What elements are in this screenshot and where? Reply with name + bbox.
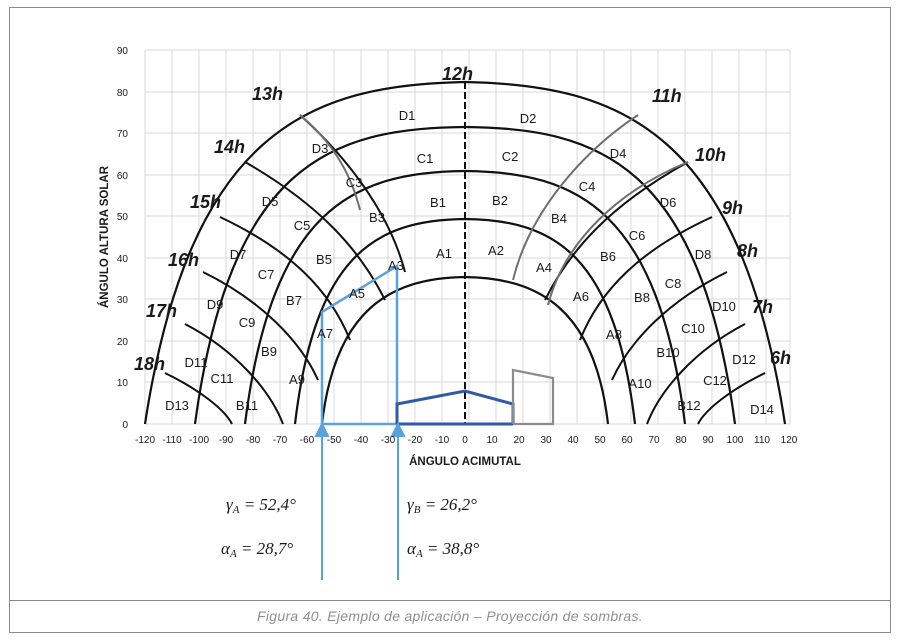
- svg-text:-40: -40: [353, 435, 369, 446]
- svg-text:18h: 18h: [134, 354, 166, 374]
- svg-text:10: 10: [116, 378, 128, 389]
- svg-text:7h: 7h: [752, 297, 774, 317]
- svg-text:6h: 6h: [770, 348, 792, 368]
- svg-text:C10: C10: [681, 321, 705, 336]
- svg-text:10h: 10h: [695, 145, 727, 165]
- svg-text:B1: B1: [430, 195, 446, 210]
- svg-text:-50: -50: [326, 435, 342, 446]
- svg-text:B4: B4: [551, 211, 567, 226]
- caption-divider: [9, 600, 891, 601]
- svg-text:-120: -120: [134, 435, 156, 446]
- svg-text:50: 50: [116, 212, 128, 223]
- svg-text:C11: C11: [210, 371, 234, 386]
- svg-text:C8: C8: [664, 276, 682, 291]
- svg-text:A8: A8: [606, 327, 622, 342]
- svg-text:D4: D4: [609, 146, 627, 161]
- svg-text:B11: B11: [235, 398, 259, 413]
- svg-text:120: 120: [780, 435, 798, 446]
- svg-text:100: 100: [726, 435, 744, 446]
- svg-text:C5: C5: [293, 218, 311, 233]
- svg-text:B2: B2: [492, 193, 508, 208]
- svg-text:C7: C7: [257, 267, 275, 282]
- svg-text:D8: D8: [694, 247, 712, 262]
- svg-text:40: 40: [116, 254, 128, 265]
- svg-text:αA = 28,7°: αA = 28,7°: [221, 539, 294, 560]
- svg-text:A3: A3: [388, 258, 404, 273]
- svg-text:D2: D2: [519, 111, 537, 126]
- svg-text:B10: B10: [656, 345, 680, 360]
- svg-text:50: 50: [594, 435, 606, 446]
- arrow-gamma-a: [316, 424, 328, 580]
- annotation-alpha-a-1: [221, 539, 293, 560]
- svg-text:B5: B5: [316, 252, 332, 267]
- svg-text:γB = 26,2°: γB = 26,2°: [407, 495, 477, 516]
- svg-text:C12: C12: [703, 373, 727, 388]
- svg-text:15h: 15h: [190, 192, 222, 212]
- svg-text:A5: A5: [349, 286, 365, 301]
- annotation-gamma-b: [407, 495, 477, 516]
- svg-text:C6: C6: [628, 228, 646, 243]
- svg-text:10: 10: [486, 435, 498, 446]
- svg-text:D13: D13: [165, 398, 189, 413]
- svg-text:11h: 11h: [652, 86, 682, 106]
- svg-text:A9: A9: [289, 372, 305, 387]
- svg-text:20: 20: [116, 337, 128, 348]
- svg-text:D9: D9: [206, 297, 224, 312]
- svg-text:B8: B8: [634, 290, 650, 305]
- svg-text:-80: -80: [245, 435, 261, 446]
- svg-text:C1: C1: [416, 151, 434, 166]
- svg-text:-60: -60: [299, 435, 315, 446]
- svg-text:B12: B12: [677, 398, 701, 413]
- annotation-alpha-a-2: [407, 539, 479, 560]
- hour-lines-gray: [300, 115, 688, 305]
- svg-text:17h: 17h: [146, 301, 178, 321]
- obstacle-box: [513, 370, 553, 424]
- svg-text:A10: A10: [628, 376, 652, 391]
- svg-text:14h: 14h: [214, 137, 246, 157]
- svg-text:-100: -100: [188, 435, 210, 446]
- svg-text:110: 110: [754, 435, 770, 446]
- svg-text:D3: D3: [311, 141, 329, 156]
- svg-text:60: 60: [621, 435, 633, 446]
- svg-text:B9: B9: [261, 344, 277, 359]
- svg-text:A4: A4: [536, 260, 552, 275]
- svg-text:0: 0: [122, 420, 128, 431]
- svg-text:16h: 16h: [168, 250, 200, 270]
- x-ticks: [135, 435, 798, 446]
- svg-text:40: 40: [567, 435, 579, 446]
- x-axis-label: ÁNGULO ACIMUTAL: [409, 456, 521, 468]
- svg-text:80: 80: [116, 88, 128, 99]
- svg-text:-30: -30: [380, 435, 396, 446]
- svg-text:B3: B3: [369, 210, 385, 225]
- svg-text:D14: D14: [750, 402, 774, 417]
- svg-text:90: 90: [116, 46, 128, 57]
- svg-text:γA = 52,4°: γA = 52,4°: [226, 495, 296, 516]
- svg-text:8h: 8h: [737, 241, 759, 261]
- grid: [145, 50, 790, 424]
- svg-text:-20: -20: [407, 435, 423, 446]
- arrow-gamma-b: [392, 424, 404, 580]
- svg-text:B6: B6: [600, 249, 616, 264]
- svg-text:70: 70: [116, 129, 128, 140]
- svg-text:D7: D7: [229, 247, 247, 262]
- svg-text:60: 60: [116, 171, 128, 182]
- svg-text:αA = 38,8°: αA = 38,8°: [407, 539, 480, 560]
- svg-text:C4: C4: [578, 179, 596, 194]
- svg-text:-70: -70: [272, 435, 288, 446]
- svg-text:D1: D1: [398, 108, 416, 123]
- svg-text:D6: D6: [659, 195, 677, 210]
- annotation-gamma-a: [226, 495, 296, 516]
- svg-text:A2: A2: [488, 243, 504, 258]
- svg-text:13h: 13h: [252, 84, 284, 104]
- svg-text:C2: C2: [501, 149, 519, 164]
- svg-text:70: 70: [648, 435, 660, 446]
- svg-text:B7: B7: [286, 293, 302, 308]
- svg-text:30: 30: [540, 435, 552, 446]
- svg-text:C9: C9: [238, 315, 256, 330]
- svg-text:30: 30: [116, 295, 128, 306]
- svg-text:-10: -10: [434, 435, 450, 446]
- svg-text:D12: D12: [732, 352, 756, 367]
- svg-text:A1: A1: [436, 246, 452, 261]
- svg-text:D5: D5: [261, 194, 279, 209]
- svg-text:-110: -110: [162, 435, 182, 446]
- svg-text:D10: D10: [712, 299, 736, 314]
- svg-text:A6: A6: [573, 289, 589, 304]
- svg-text:-90: -90: [218, 435, 234, 446]
- svg-text:A7: A7: [317, 326, 333, 341]
- y-axis-label: ÁNGULO ALTURA SOLAR: [99, 165, 111, 309]
- y-ticks: [117, 46, 129, 431]
- svg-text:9h: 9h: [722, 198, 744, 218]
- svg-text:12h: 12h: [442, 64, 474, 84]
- svg-text:90: 90: [702, 435, 714, 446]
- figure-caption: Figura 40. Ejemplo de aplicación – Proyección de sombras.: [257, 608, 643, 624]
- svg-text:20: 20: [513, 435, 525, 446]
- svg-text:0: 0: [462, 435, 468, 446]
- svg-text:D11: D11: [184, 355, 208, 370]
- svg-text:C3: C3: [345, 175, 363, 190]
- svg-text:80: 80: [675, 435, 687, 446]
